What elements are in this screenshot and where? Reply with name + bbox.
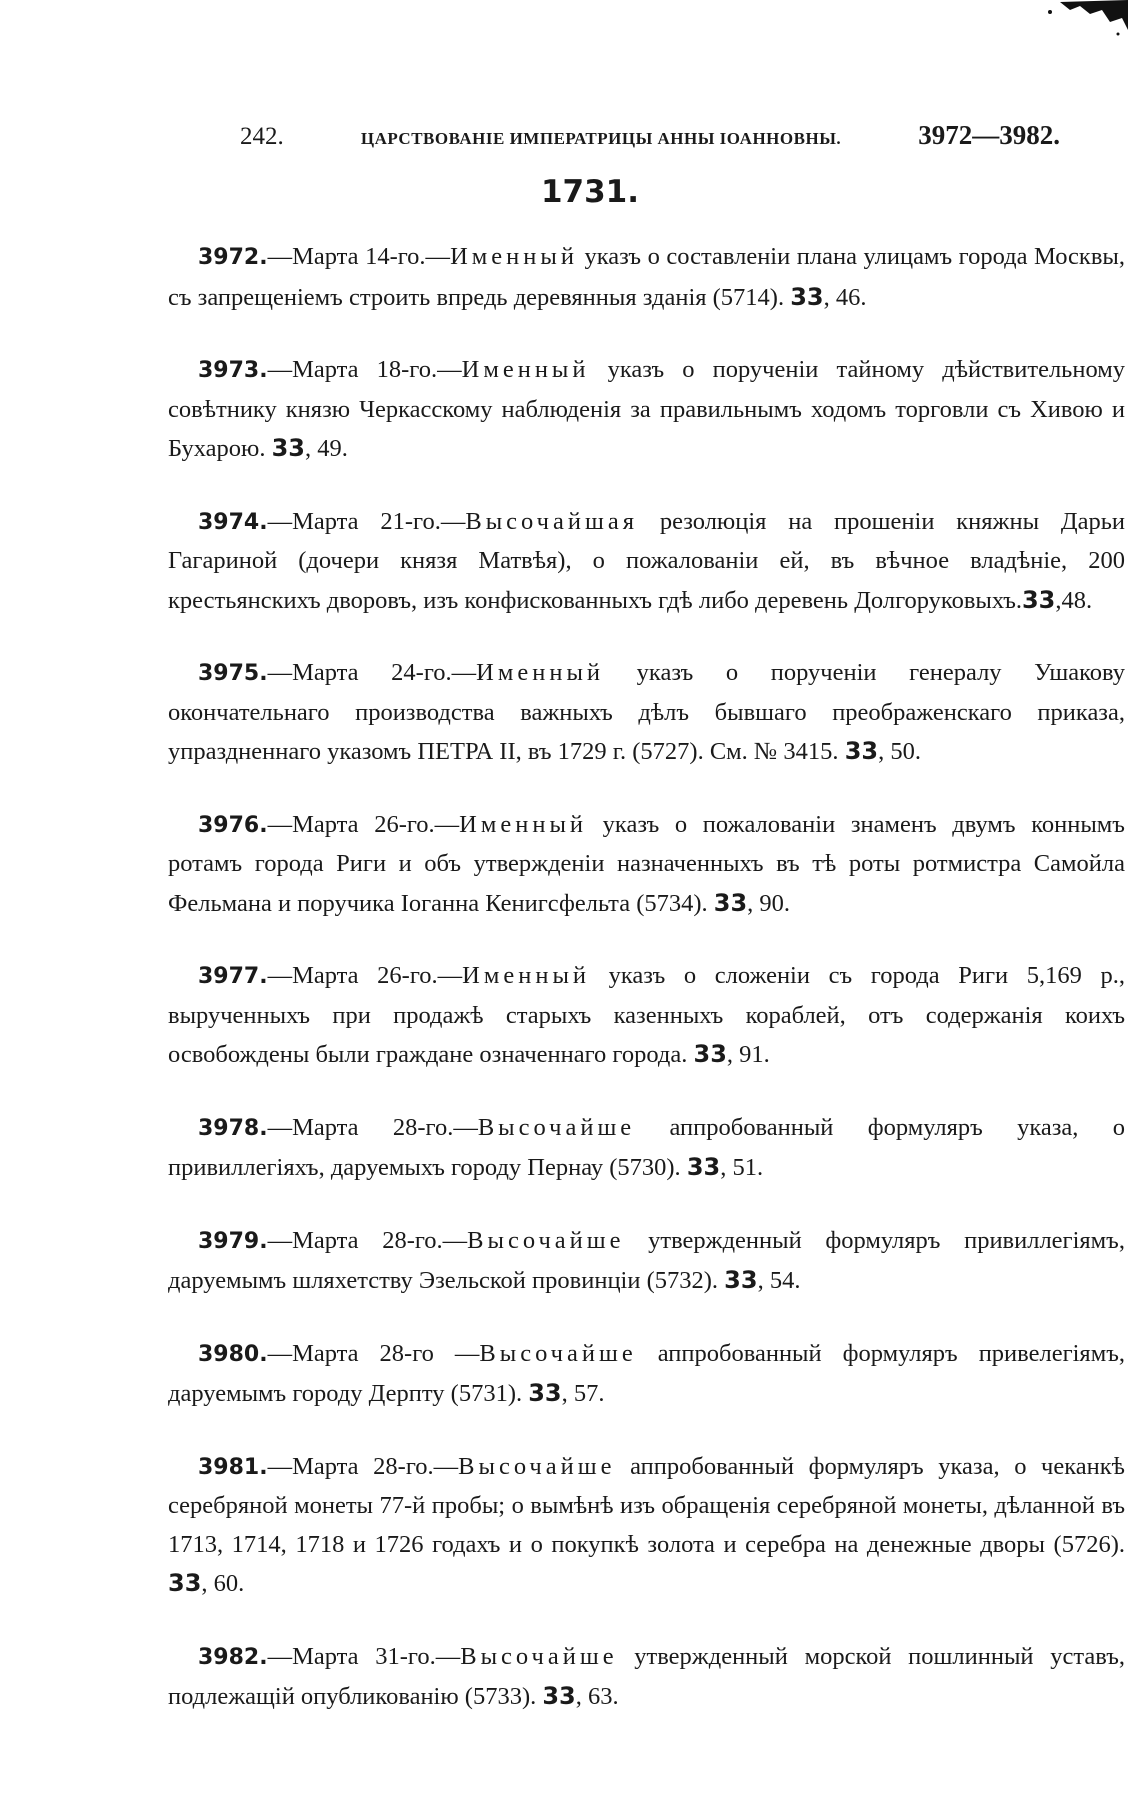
entry-date: —Марта 28-го.— (267, 1452, 459, 1480)
page-number: 242. (240, 123, 284, 150)
ink-blot-mark (1030, 0, 1130, 40)
entry-ref-volume: 33 (542, 1682, 576, 1710)
entry (168, 806, 1125, 924)
entry-ref-page: , 50. (878, 738, 921, 765)
entry (168, 957, 1125, 1075)
entry-ref-volume: 33 (790, 282, 824, 311)
entry (168, 1638, 1125, 1717)
entry-date: —Марта 28-го.— (267, 1226, 468, 1254)
entry-text: указъ о порученіи тайному дѣйствительному совѣтнику князю Черкасскому наблюденія за правильнымъ ходомъ торговли съ Хивою и Бухарою. (168, 356, 1125, 462)
year-heading: 1731. (540, 174, 640, 210)
entry-ref-volume: 33 (1021, 585, 1056, 614)
entry-number: 3977. (198, 964, 268, 989)
entry-ref-page: , 49. (304, 435, 348, 462)
entry (168, 351, 1125, 469)
entry-number: 3972. (198, 245, 268, 270)
entry-text: аппробованный формуляръ указа, о привиллегіяхъ, даруемыхъ городу Пернау (5730). (168, 1113, 1125, 1181)
entry-ref-volume: 33 (271, 434, 305, 462)
entry-date: —Марта 24-го.— (267, 659, 477, 686)
entry-kind: Высочайше (477, 1113, 636, 1141)
entry-number: 3979. (198, 1228, 268, 1254)
entry-number: 3973. (198, 358, 268, 383)
entry-date: —Марта 21-го.— (267, 507, 466, 535)
entry-text: аппробованный формуляръ указа, о чеканкѣ серебряной монеты 77-й пробы; о вымѣнѣ изъ обращенія серебряной монеты, дѣланной въ 1713, 1714, 1718 и 1726 годахъ и о покупкѣ золота и серебра на денежные дворы (5726). (168, 1452, 1125, 1558)
entry-ref-volume: 33 (168, 1569, 202, 1597)
entry (168, 1448, 1125, 1604)
entry-date: —Марта 18-го.— (267, 356, 462, 383)
entry-ref-page: , 46. (823, 283, 867, 311)
entry-text: указъ о пожалованіи знаменъ двумъ коннымъ ротамъ города Риги и объ утвержденіи назначенныхъ въ тѣ роты ротмистра Самойла Фельмана и поручика Іоганна Кенигсфельта (5734). (168, 810, 1125, 917)
entry-text: указъ о порученіи генералу Ушакову окончательнаго производства важныхъ дѣлъ бывшаго преображенскаго приказа, упраздненнаго указомъ ПЕТРА II, въ 1729 г. (5727). См. № 3415. (168, 659, 1125, 765)
entry-date: —Марта 28-го.— (267, 1113, 478, 1141)
entry-kind: Именный (461, 356, 590, 383)
entry (168, 1335, 1125, 1414)
entry-date: —Марта 26-го.— (267, 962, 463, 989)
entry-number: 3978. (198, 1115, 268, 1141)
entry-ref-page: ,48. (1055, 586, 1093, 614)
page-header (240, 120, 1060, 160)
entry-ref-volume: 33 (528, 1379, 562, 1407)
entry-number: 3981. (198, 1454, 268, 1480)
entry (168, 1109, 1125, 1188)
entry-ref-volume: 33 (713, 888, 748, 917)
entry-date: —Марта 14-го.— (267, 243, 451, 270)
entry-number: 3975. (198, 661, 268, 686)
entry-kind: Высочайше (460, 1642, 618, 1670)
entries-list (168, 238, 1125, 1751)
entry (168, 238, 1125, 317)
entry-ref-page: , 51. (720, 1154, 764, 1181)
entry-range: 3972—3982. (918, 120, 1060, 150)
entry-text: резолюція на прошеніи княжны Дарьи Гагариной (дочери князя Матвѣя), о пожалованіи ей, въ вѣчное владѣніе, 200 крестьянскихъ дворовъ, изъ конфискованныхъ гдѣ либо деревень Долгоруковыхъ. (168, 507, 1125, 614)
entry-ref-volume: 33 (724, 1266, 758, 1294)
entry (168, 1222, 1125, 1301)
entry-number: 3982. (198, 1644, 268, 1670)
entry-ref-volume: 33 (844, 737, 879, 765)
entry-kind: Высочайше (479, 1339, 637, 1367)
entry-text: утвержденный морской пошлинный уставъ, подлежащій опубликованію (5733). (168, 1642, 1125, 1710)
entry-ref-page: , 91. (726, 1041, 770, 1068)
entry-date: —Марта 28-го — (267, 1339, 480, 1367)
entry-date: —Марта 26-го.— (267, 810, 460, 838)
entry-kind: Именный (459, 810, 588, 838)
entry-ref-page: , 57. (561, 1380, 605, 1407)
entry (168, 654, 1125, 772)
entry-kind: Высочайшая (465, 507, 638, 535)
entry-ref-page: , 90. (747, 889, 791, 917)
entry-kind: Именный (462, 962, 591, 989)
entry-ref-volume: 33 (686, 1153, 721, 1181)
entry-ref-page: , 63. (575, 1683, 619, 1710)
entry-ref-page: , 60. (201, 1570, 245, 1597)
entry-number: 3976. (198, 812, 268, 838)
entry-text: аппробованный формуляръ привелегіямъ, даруемымъ городу Дерпту (5731). (168, 1339, 1125, 1407)
entry-kind: Именный (450, 243, 578, 270)
entry-kind: Высочайше (467, 1226, 625, 1254)
entry-kind: Высочайше (458, 1452, 616, 1480)
entry-ref-volume: 33 (693, 1040, 727, 1068)
entry-text: указъ о составленіи плана улицамъ города Москвы, съ запрещеніемъ строить впредь деревянныя зданія (5714). (168, 243, 1125, 311)
entry (168, 503, 1125, 621)
entry-text: указъ о сложеніи съ города Риги 5,169 р., вырученныхъ при продажѣ старыхъ казенныхъ кораблей, отъ содержанія коихъ освобождены были граждане означеннаго города. (168, 962, 1125, 1068)
entry-kind: Именный (476, 659, 605, 686)
entry-number: 3980. (198, 1341, 268, 1367)
entry-text: утвержденный формуляръ привиллегіямъ, даруемымъ шляхетству Эзельской провинціи (5732). (168, 1226, 1125, 1294)
entry-date: —Марта 31-го.— (267, 1642, 461, 1670)
entry-ref-page: , 54. (757, 1267, 801, 1294)
entry-number: 3974. (198, 509, 268, 535)
running-title: ЦАРСТВОВАНІЕ ИМПЕРАТРИЦЫ АННЫ ІОАННОВНЫ. (360, 129, 842, 148)
